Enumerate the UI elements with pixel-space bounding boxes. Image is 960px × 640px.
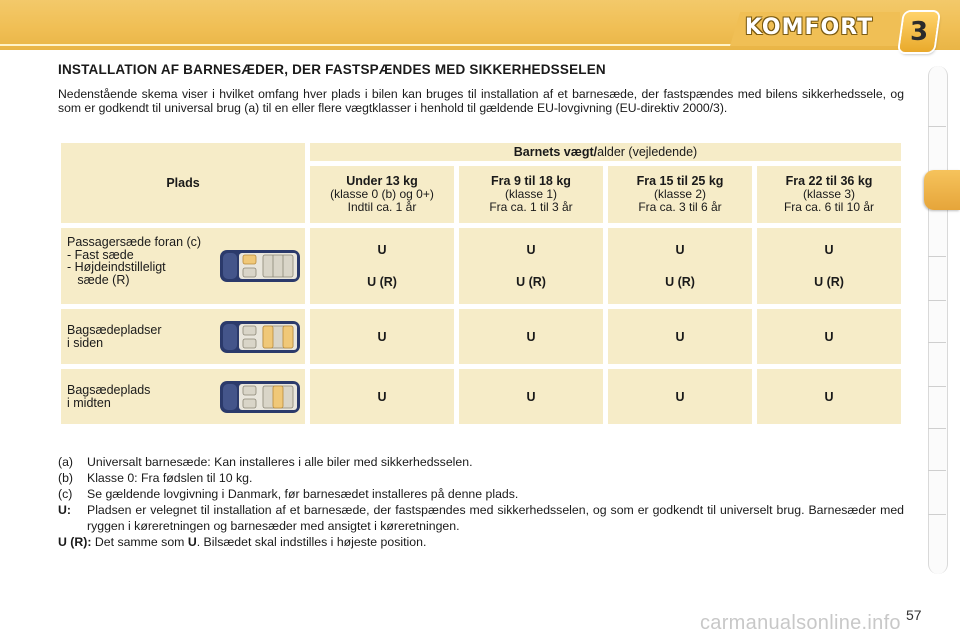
cell-value: U — [526, 243, 536, 257]
footnote-key: U (R): — [58, 535, 92, 549]
footnote-ur — [58, 534, 904, 550]
footnote-text: . Bilsædet skal indstilles i højeste position. — [196, 535, 427, 549]
row-label-line: i midten — [67, 395, 111, 410]
footnote-text-bold: U — [187, 535, 197, 549]
cell-value: U — [824, 243, 834, 257]
table-cell — [757, 309, 901, 364]
row-label-line: - Højdeindstilleligt — [67, 260, 166, 274]
column-age: Fra ca. 3 til 6 år — [638, 200, 722, 214]
column-age: Fra ca. 1 til 3 år — [489, 200, 573, 214]
table-cell — [459, 369, 603, 424]
row-label-line: Bagsædepladser — [67, 323, 162, 337]
side-tab-divider — [928, 256, 946, 257]
table-cell — [608, 369, 752, 424]
cell-value: U (R) — [814, 275, 844, 289]
column-class: (klasse 2) — [653, 187, 706, 201]
weight-header-rest: alder (vejledende) — [597, 145, 698, 159]
table-cell — [608, 309, 752, 364]
cell-value: U — [526, 329, 536, 344]
column-title: Fra 15 til 25 kg — [636, 174, 724, 188]
footnote-key: (a) — [58, 455, 74, 469]
row-label-front-passenger — [61, 228, 305, 304]
table-cell — [310, 228, 454, 304]
child-seat-table — [56, 138, 906, 429]
column-title: Under 13 kg — [346, 174, 418, 188]
cell-value: U — [824, 389, 834, 404]
section-intro: Nedenstående skema viser i hvilket omfang hver plads i bilen kan bruges til installation af et barnesæde, der fastspændes med bilens sikkerhedssele, og som er godkendt til universal brug (a) til en eller flere vægtklasser i henhold til gældende EU-lovgivning (EU-direktiv 2000/3). — [58, 87, 904, 115]
column-age: Indtil ca. 1 år — [347, 200, 417, 214]
table-cell — [608, 228, 752, 304]
column-title: Fra 9 til 18 kg — [491, 174, 571, 188]
side-tab-divider — [928, 470, 946, 471]
car-seat-diagram-icon — [219, 247, 301, 285]
row-label-line: Passagersæde foran (c) — [67, 235, 202, 249]
footnote — [58, 470, 904, 486]
cell-value: U — [526, 389, 536, 404]
header-divider — [0, 44, 740, 46]
row-label-line: sæde (R) — [67, 272, 130, 287]
footnote-text: Det samme som — [94, 535, 185, 549]
column-title: Fra 22 til 36 kg — [785, 174, 873, 188]
column-class: (klasse 1) — [504, 187, 557, 201]
cell-value: U (R) — [367, 275, 397, 289]
car-seat-diagram-icon — [219, 318, 301, 356]
cell-value: U — [377, 243, 387, 257]
column-header — [757, 166, 901, 223]
page-number: 57 — [906, 607, 922, 623]
column-header — [608, 166, 752, 223]
footnote — [58, 486, 904, 502]
footnote-text: Universalt barnesæde: Kan installeres i alle biler med sikkerhedsselen. — [87, 455, 473, 469]
table-cell — [459, 309, 603, 364]
watermark-text: carmanualsonline.info — [700, 612, 901, 634]
weight-header-bold: Barnets vægt/ — [513, 145, 598, 159]
footnote-key: U: — [58, 503, 71, 517]
side-tab-divider — [928, 300, 946, 301]
table-cell — [310, 369, 454, 424]
chapter-number-badge — [899, 12, 939, 52]
weight-header — [310, 143, 901, 161]
cell-value: U — [675, 243, 685, 257]
chapter-number: 3 — [909, 17, 929, 47]
footnote — [58, 502, 904, 534]
footnote-text: Se gældende lovgivning i Danmark, før barnesædet installeres på denne plads. — [87, 487, 519, 501]
row-label-line: - Fast sæde — [67, 247, 134, 262]
cell-value: U (R) — [516, 275, 546, 289]
cell-value: U — [824, 329, 834, 344]
column-class: (klasse 3) — [802, 187, 855, 201]
cell-value: U (R) — [665, 275, 695, 289]
column-header — [310, 166, 454, 223]
cell-value: U — [377, 389, 387, 404]
row-label-line: Bagsædeplads — [67, 383, 151, 397]
column-age: Fra ca. 6 til 10 år — [783, 200, 875, 214]
cell-value: U — [377, 329, 387, 344]
side-tab-divider — [928, 428, 946, 429]
side-tab-divider — [928, 126, 946, 127]
footnotes — [58, 454, 904, 550]
car-seat-diagram-icon — [219, 378, 301, 416]
footnote-key: (c) — [58, 487, 73, 501]
column-header — [459, 166, 603, 223]
column-class: (klasse 0 (b) og 0+) — [330, 187, 434, 201]
cell-value: U — [675, 389, 685, 404]
cell-value: U — [675, 329, 685, 344]
footnote-text: Pladsen er velegnet til installation af et barnesæde, der fastspændes med sikkerhedsselen, og som er godkendt til universelt brug. Barnesæder med ryggen i køreretningen og barnesæder med ansigtet i køreretningen. — [87, 503, 904, 533]
table-cell — [459, 228, 603, 304]
footnote-key: (b) — [58, 471, 74, 485]
side-tab-active[interactable] — [924, 170, 960, 210]
section-title: INSTALLATION AF BARNESÆDER, DER FASTSPÆNDES MED SIKKERHEDSSELEN — [58, 62, 606, 77]
footnote-text: Klasse 0: Fra fødslen til 10 kg. — [87, 471, 253, 485]
chapter-title: KOMFORT — [744, 15, 874, 40]
footnote — [58, 454, 904, 470]
row-label-line: i siden — [67, 335, 104, 350]
side-tab-divider — [928, 386, 946, 387]
table-cell — [757, 369, 901, 424]
row-label-rear-middle — [61, 369, 305, 424]
plads-header: Plads — [61, 143, 305, 223]
side-tab-divider — [928, 514, 946, 515]
side-tab-strip — [928, 66, 948, 574]
row-label-rear-side — [61, 309, 305, 364]
table-cell — [310, 309, 454, 364]
side-tab-divider — [928, 342, 946, 343]
table-cell — [757, 228, 901, 304]
